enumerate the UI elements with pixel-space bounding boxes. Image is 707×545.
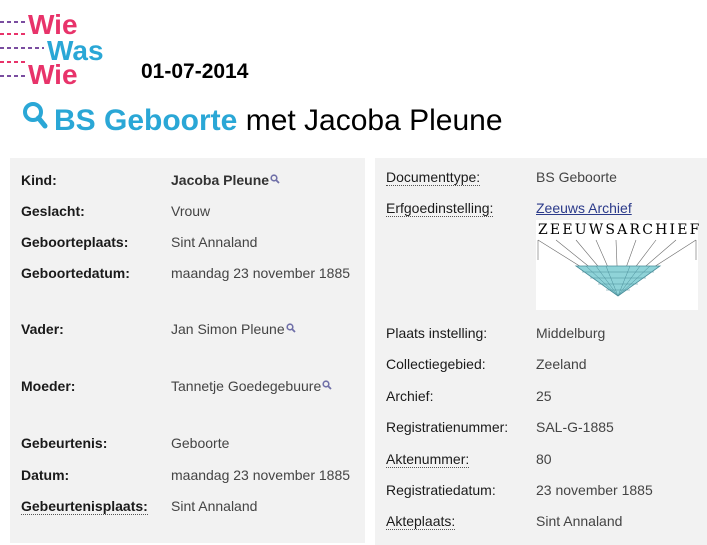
label-aktenummer[interactable]: Aktenummer: (386, 451, 470, 467)
title-person: met Jacoba Pleune (245, 104, 503, 137)
value-archief: 25 (536, 388, 552, 404)
label-geslacht: Geslacht: (21, 203, 85, 219)
label-collectiegebied: Collectiegebied: (386, 356, 486, 372)
value-registratienummer: SAL-G-1885 (536, 419, 614, 435)
label-geboorteplaats: Geboorteplaats: (21, 234, 129, 250)
search-icon[interactable] (270, 170, 280, 188)
label-geboortedatum: Geboortedatum: (21, 265, 130, 281)
value-akteplaats: Sint Annaland (536, 513, 623, 529)
label-plaats-instelling: Plaats instelling: (386, 325, 488, 341)
value-geboortedatum: maandag 23 november 1885 (171, 265, 351, 281)
value-aktenummer: 80 (536, 451, 552, 467)
search-icon[interactable] (322, 376, 332, 394)
value-collectiegebied: Zeeland (536, 356, 587, 372)
value-datum: maandag 23 november 1885 (171, 467, 351, 483)
value-geslacht: Vrouw (171, 203, 211, 219)
wiewaswie-logo[interactable] (0, 0, 118, 88)
page-title (22, 103, 503, 141)
label-datum: Datum: (21, 467, 70, 483)
row-kind (21, 171, 57, 189)
logo-word-3: Wie (28, 59, 78, 88)
value-plaats-instelling: Middelburg (536, 325, 606, 341)
logo-word-1: Wie (28, 9, 78, 40)
title-record-type: BS Geboorte (54, 104, 238, 137)
value-gebeurtenis: Geboorte (171, 435, 230, 451)
label-moeder: Moeder: (21, 378, 76, 394)
label-registratiedatum: Registratiedatum: (386, 482, 496, 498)
person-name-kind[interactable]: Jacoba Pleune (171, 172, 270, 188)
person-name-moeder[interactable]: Tannetje Goedegebuure (171, 378, 322, 394)
label-akteplaats[interactable]: Akteplaats: (386, 513, 456, 529)
zeeuws-archief-logo[interactable] (536, 220, 702, 310)
label-erfgoedinstelling[interactable]: Erfgoedinstelling: (386, 200, 494, 216)
search-icon (22, 101, 48, 138)
value-registratiedatum: 23 november 1885 (536, 482, 653, 498)
document-details-panel (375, 158, 707, 545)
logo-word-2: Was (47, 35, 104, 66)
label-gebeurtenisplaats[interactable]: Gebeurtenisplaats: (21, 498, 148, 514)
value-vader[interactable] (171, 320, 296, 338)
value-documenttype: BS Geboorte (536, 169, 617, 185)
value-moeder[interactable] (171, 377, 332, 395)
value-geboorteplaats: Sint Annaland (171, 234, 258, 250)
person-name-vader[interactable]: Jan Simon Pleune (171, 321, 285, 337)
person-details-panel (10, 158, 365, 543)
label-kind: Kind: (21, 172, 57, 188)
value-gebeurtenisplaats: Sint Annaland (171, 498, 258, 514)
value-kind[interactable] (171, 171, 280, 189)
link-zeeuws-archief[interactable]: Zeeuws Archief (536, 200, 632, 216)
label-documenttype[interactable]: Documenttype: (386, 169, 481, 185)
record-date: 01-07-2014 (141, 60, 249, 83)
search-icon[interactable] (286, 319, 296, 337)
label-gebeurtenis: Gebeurtenis: (21, 435, 108, 451)
label-vader: Vader: (21, 321, 64, 337)
archive-logo-text: ZEEUWSARCHIEF (538, 222, 702, 238)
archive-pyramid-icon (536, 220, 698, 310)
label-archief: Archief: (386, 388, 434, 404)
label-registratienummer: Registratienummer: (386, 419, 509, 435)
